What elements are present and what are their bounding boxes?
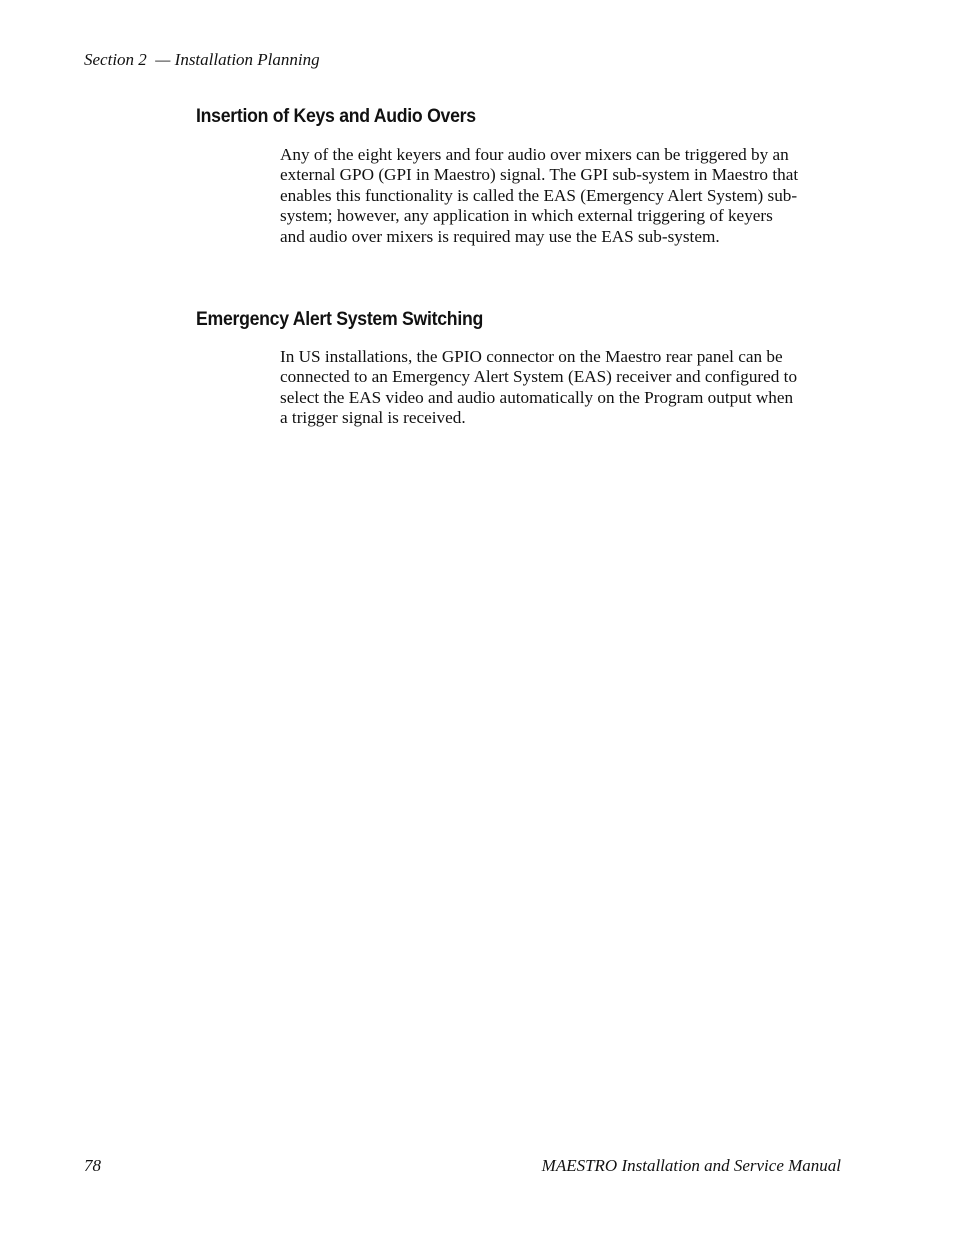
- paragraph-line: Any of the eight keyers and four audio over mixers can be triggered by an: [280, 145, 789, 164]
- paragraph-line: In US installations, the GPIO connector on the Maestro rear panel can be: [280, 347, 783, 366]
- section-heading: Emergency Alert System Switching: [196, 309, 483, 330]
- paragraph-line: system; however, any application in which external triggering of keyers: [280, 206, 773, 226]
- paragraph-line: select the EAS video and audio automatically on the Program output when: [280, 387, 794, 407]
- paragraph-line: a trigger signal is received.: [280, 408, 466, 428]
- section-paragraph: [280, 347, 845, 429]
- section-heading: Insertion of Keys and Audio Overs: [196, 106, 476, 127]
- paragraph-line: external GPO (GPI in Maestro) signal. The GPI sub-system in Maestro that: [280, 165, 799, 185]
- paragraph-line: enables this functionality is called the EAS (Emergency Alert System) sub-: [280, 185, 798, 205]
- section-paragraph: [280, 145, 845, 247]
- running-header: Section 2 — Installation Planning: [84, 50, 320, 69]
- paragraph-line: connected to an Emergency Alert System (EAS) receiver and configured to: [280, 367, 798, 387]
- manual-title: MAESTRO Installation and Service Manual: [541, 1156, 841, 1175]
- paragraph-line: and audio over mixers is required may use the EAS sub-system.: [280, 226, 720, 246]
- page-number: 78: [84, 1156, 101, 1175]
